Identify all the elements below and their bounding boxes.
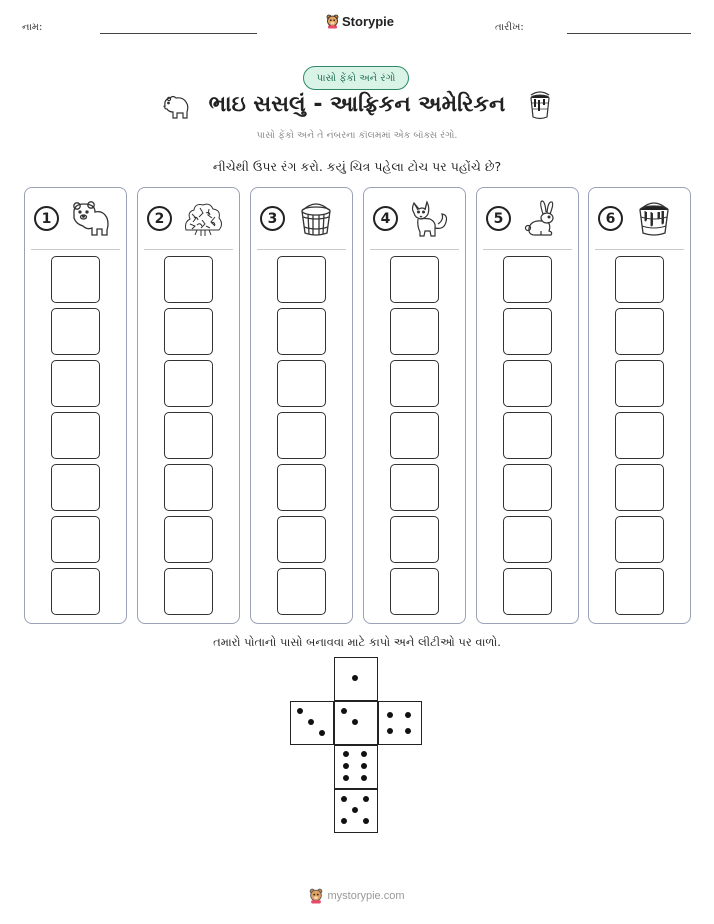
color-box[interactable] [51, 516, 100, 563]
die-face-3 [290, 701, 334, 745]
pip [352, 807, 358, 813]
name-label: નામ: [22, 22, 43, 33]
instruction: નીચેથી ઉપર રંગ કરો. કયું ચિત્ર પહેલા ટોચ પર પહોંચે છે? [212, 159, 502, 174]
pip [308, 719, 314, 725]
pip [319, 730, 325, 736]
title-row [0, 90, 714, 126]
page-title: ભાઇ સસલું - આફ્રિકન અમેરિકન [208, 92, 506, 117]
color-box[interactable] [503, 360, 552, 407]
color-box[interactable] [390, 360, 439, 407]
color-box[interactable] [277, 516, 326, 563]
column-divider [595, 249, 684, 250]
color-box[interactable] [51, 360, 100, 407]
color-box[interactable] [615, 464, 664, 511]
color-box[interactable] [277, 412, 326, 459]
color-box[interactable] [164, 412, 213, 459]
bear-icon [69, 200, 111, 238]
color-box[interactable] [390, 412, 439, 459]
color-box[interactable] [390, 516, 439, 563]
die-face-1 [334, 657, 378, 701]
color-box[interactable] [615, 412, 664, 459]
pip [343, 751, 349, 757]
column-divider [483, 249, 572, 250]
subtitle: પાસો ફેંકો અને તે નંબરના કૉલમમાં એક બૉક્સ રંગો. [256, 130, 458, 141]
color-box[interactable] [390, 464, 439, 511]
color-box[interactable] [277, 308, 326, 355]
color-box[interactable] [277, 256, 326, 303]
footer-url[interactable]: mystorypie.com [327, 890, 405, 902]
column-number: 3 [260, 206, 285, 231]
color-box[interactable] [51, 568, 100, 615]
color-box[interactable] [51, 412, 100, 459]
color-box[interactable] [615, 360, 664, 407]
color-box[interactable] [615, 308, 664, 355]
color-box[interactable] [615, 516, 664, 563]
bucket-icon [526, 91, 554, 121]
color-box[interactable] [277, 464, 326, 511]
pip [363, 818, 369, 824]
column-number: 1 [34, 206, 59, 231]
color-box[interactable] [390, 568, 439, 615]
pip [405, 728, 411, 734]
bear-icon [161, 92, 191, 120]
color-box[interactable] [503, 412, 552, 459]
column-divider [370, 249, 459, 250]
color-box[interactable] [390, 308, 439, 355]
pip [361, 763, 367, 769]
color-box[interactable] [164, 256, 213, 303]
wooden-bucket-icon [295, 200, 337, 238]
pip [343, 763, 349, 769]
date-line[interactable] [567, 33, 691, 34]
column-header [138, 200, 239, 242]
column-2 [137, 187, 240, 624]
pip [361, 751, 367, 757]
color-box[interactable] [503, 256, 552, 303]
color-box[interactable] [51, 256, 100, 303]
column-3 [250, 187, 353, 624]
color-box[interactable] [164, 308, 213, 355]
pip [363, 796, 369, 802]
column-divider [257, 249, 346, 250]
bear-mascot-icon [326, 14, 339, 29]
color-box[interactable] [503, 516, 552, 563]
name-line[interactable] [100, 33, 257, 34]
color-box[interactable] [277, 568, 326, 615]
column-header [364, 200, 465, 242]
pip [387, 712, 393, 718]
die-face-2 [334, 701, 378, 745]
column-number: 5 [486, 206, 511, 231]
bear-mascot-icon [309, 888, 323, 904]
column-header [477, 200, 578, 242]
color-box[interactable] [164, 516, 213, 563]
column-divider [144, 249, 233, 250]
color-box[interactable] [390, 256, 439, 303]
bush-icon [182, 200, 224, 238]
column-header [589, 200, 690, 242]
pip [387, 728, 393, 734]
color-box[interactable] [164, 360, 213, 407]
tar-bucket-icon [633, 200, 675, 238]
column-number: 4 [373, 206, 398, 231]
pip [297, 708, 303, 714]
pip [352, 675, 358, 681]
color-box[interactable] [503, 568, 552, 615]
color-box[interactable] [164, 568, 213, 615]
rabbit-icon [521, 200, 563, 238]
column-divider [31, 249, 120, 250]
column-4 [363, 187, 466, 624]
die-net [290, 657, 424, 837]
column-number: 2 [147, 206, 172, 231]
color-box[interactable] [51, 464, 100, 511]
cut-instruction: તમારો પોતાનો પાસો બનાવવા માટે કાપો અને લીટીઓ પર વાળો. [213, 635, 501, 649]
footer [0, 886, 714, 906]
pip [341, 818, 347, 824]
color-box[interactable] [51, 308, 100, 355]
column-6 [588, 187, 691, 624]
pip [405, 712, 411, 718]
pip [341, 796, 347, 802]
pip [361, 775, 367, 781]
color-box[interactable] [164, 464, 213, 511]
fox-icon [408, 200, 450, 238]
color-box[interactable] [615, 568, 664, 615]
die-face-5 [334, 789, 378, 833]
pip [343, 775, 349, 781]
brand-logo [326, 14, 394, 29]
color-box[interactable] [503, 308, 552, 355]
pip [352, 719, 358, 725]
color-box[interactable] [503, 464, 552, 511]
header [0, 14, 714, 44]
color-box[interactable] [277, 360, 326, 407]
column-header [25, 200, 126, 242]
column-number: 6 [598, 206, 623, 231]
column-header [251, 200, 352, 242]
brand-name: Storypie [342, 14, 395, 29]
date-label: તારીખ: [495, 22, 524, 33]
race-columns [24, 187, 691, 624]
pip [341, 708, 347, 714]
column-1 [24, 187, 127, 624]
activity-pill: પાસો ફેંકો અને રંગો [303, 66, 409, 90]
column-5 [476, 187, 579, 624]
die-face-6 [334, 745, 378, 789]
color-box[interactable] [615, 256, 664, 303]
die-face-4 [378, 701, 422, 745]
